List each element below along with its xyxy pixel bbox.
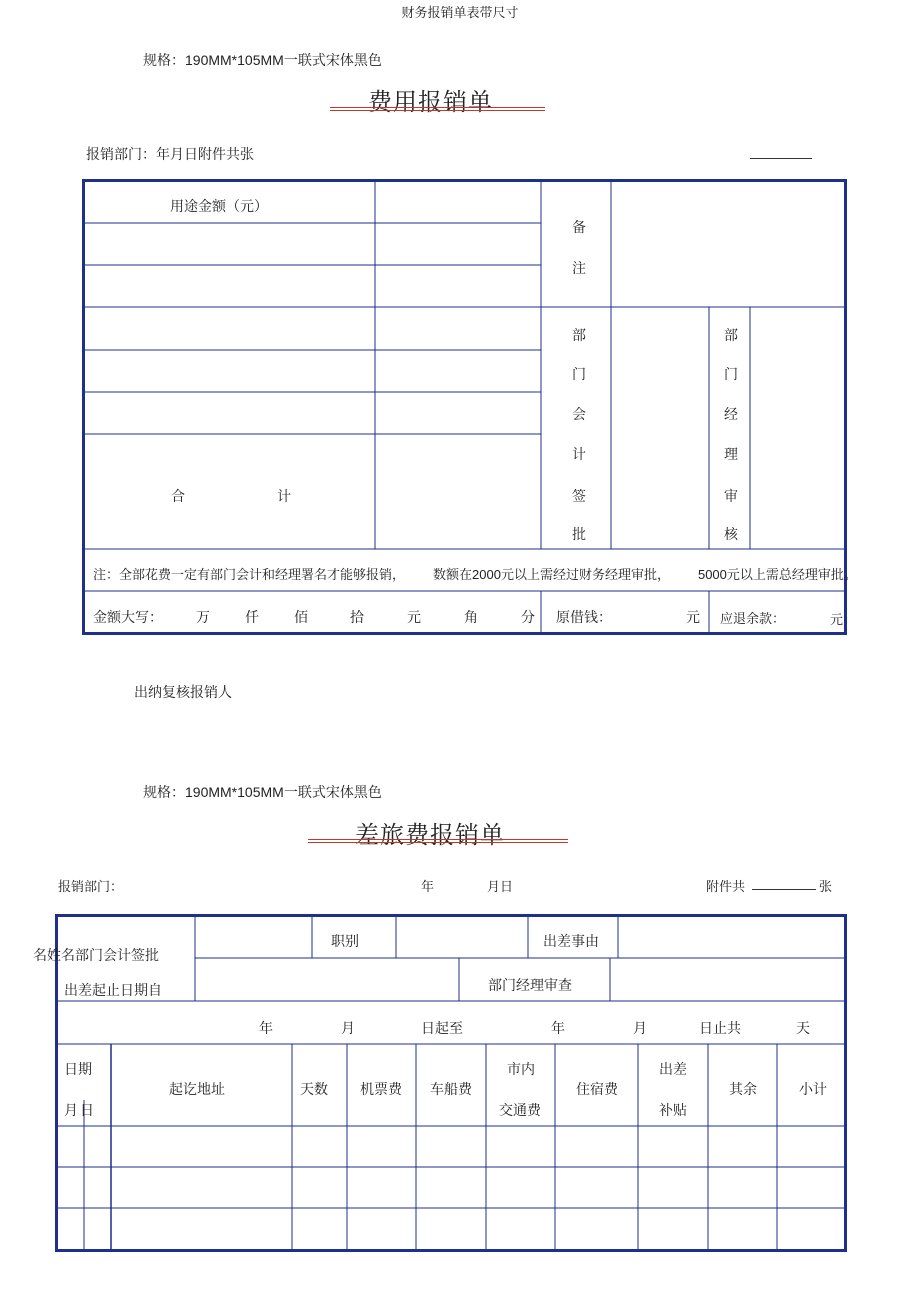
- dept-accounting-char: 计: [572, 447, 586, 463]
- note-part1: 注：全部花费一定有部门会计和经理署名才能够报销，: [93, 568, 406, 583]
- col-local-transport-2: 交通费: [499, 1103, 541, 1119]
- total-char-1: 合: [171, 489, 185, 505]
- note-part3: 元以上需经过财务经理审批，: [500, 568, 670, 583]
- form1-dept-line: 报销部门：年月日附件共张: [86, 147, 254, 163]
- dept-manager-char: 审: [724, 489, 738, 505]
- dept-manager-char: 理: [724, 447, 738, 463]
- dept-accounting-char: 门: [572, 367, 586, 383]
- col-route: 起讫地址: [169, 1082, 225, 1098]
- range-year2: 年: [551, 1021, 565, 1037]
- col-lodging: 住宿费: [576, 1082, 618, 1098]
- day-header: 日: [80, 1103, 94, 1119]
- form2-attachments-label: 附件共: [706, 880, 746, 895]
- col-local-transport-1: 市内: [507, 1062, 535, 1078]
- trip-dates-label: 出差起止日期自: [64, 983, 162, 999]
- form2-attachment-blank: [752, 889, 816, 890]
- col-days: 天数: [300, 1082, 328, 1098]
- spec-label: 规格：: [143, 785, 185, 801]
- trip-reason-label: 出差事由: [543, 934, 599, 950]
- original-loan-unit: 元: [686, 610, 700, 626]
- col-allowance-2: 补贴: [659, 1103, 687, 1119]
- spec-suffix: 一联式宋体黑色: [283, 53, 382, 69]
- form2-title: 差旅费报销单: [355, 821, 505, 849]
- unit-yuan: 元: [407, 610, 421, 626]
- unit-fen: 分: [521, 610, 535, 626]
- form2-title-underline-2: [308, 842, 568, 843]
- note-part4: 元以上需总经理审批。: [726, 568, 857, 583]
- spec-label: 规格：: [143, 53, 185, 69]
- dept-accounting-char: 部: [572, 328, 586, 344]
- original-loan-label: 原借钱：: [556, 610, 612, 626]
- col-allowance-1: 出差: [659, 1062, 687, 1078]
- range-month1: 月: [341, 1021, 355, 1037]
- dept-manager-char: 经: [724, 407, 738, 423]
- name-row-text: 名姓名部门会计签批: [33, 948, 159, 964]
- dept-accounting-char: 批: [572, 527, 586, 543]
- range-month2: 月: [633, 1021, 647, 1037]
- approval-note: [93, 564, 857, 583]
- amount-in-words-label: 金额大写：: [93, 610, 163, 626]
- col-subtotal: 小计: [799, 1082, 827, 1098]
- form2-title-underline: [308, 839, 568, 840]
- form1-footer: 出纳复核报销人: [134, 685, 232, 701]
- col-other: 其余: [729, 1082, 757, 1098]
- range-days: 天: [796, 1021, 810, 1037]
- form2-year: 年: [421, 880, 435, 895]
- unit-wan: 万: [196, 610, 210, 626]
- form2-spec: [143, 782, 382, 802]
- form2-attachments-unit: 张: [819, 880, 833, 895]
- dept-manager-char: 核: [724, 527, 738, 543]
- unit-jiao: 角: [464, 610, 478, 626]
- range-day-to: 日起至: [421, 1021, 463, 1037]
- note-amount2: 5000: [697, 567, 727, 582]
- dept-manager-char: 门: [724, 367, 738, 383]
- position-label: 职别: [331, 934, 359, 950]
- spec-value: 190MM*105MM: [185, 784, 284, 800]
- manager-review-label: 部门经理审查: [488, 978, 572, 994]
- date-header: 日期: [64, 1062, 92, 1078]
- remarks-char-2: 注: [572, 261, 586, 277]
- month-header: 月: [64, 1103, 78, 1119]
- range-year1: 年: [259, 1021, 273, 1037]
- form2-dept-label: 报销部门：: [58, 880, 124, 895]
- range-day-end-total: 日止共: [699, 1021, 741, 1037]
- unit-bai: 佰: [294, 610, 308, 626]
- usage-amount-header: 用途金额（元）: [170, 199, 268, 215]
- unit-qian: 仟: [245, 610, 259, 626]
- col-vehicle-fare: 车船费: [430, 1082, 472, 1098]
- note-amount1: 2000: [472, 567, 501, 582]
- col-airfare: 机票费: [360, 1082, 402, 1098]
- form1-title: 费用报销单: [368, 88, 493, 116]
- note-part2: 数额在: [433, 568, 473, 583]
- dept-accounting-char: 签: [572, 489, 586, 505]
- remarks-char-1: 备: [572, 220, 586, 236]
- dept-accounting-char: 会: [572, 407, 586, 423]
- refund-label: 应退余款：: [720, 612, 786, 627]
- page-title: 财务报销单表带尺寸: [401, 6, 519, 21]
- total-char-2: 计: [277, 489, 291, 505]
- spec-suffix: 一联式宋体黑色: [283, 785, 382, 801]
- refund-unit: 元: [830, 613, 844, 628]
- form2-month-day: 月日: [487, 880, 514, 895]
- unit-shi: 拾: [350, 610, 364, 626]
- spec-value: 190MM*105MM: [185, 52, 284, 68]
- dept-manager-char: 部: [724, 328, 738, 344]
